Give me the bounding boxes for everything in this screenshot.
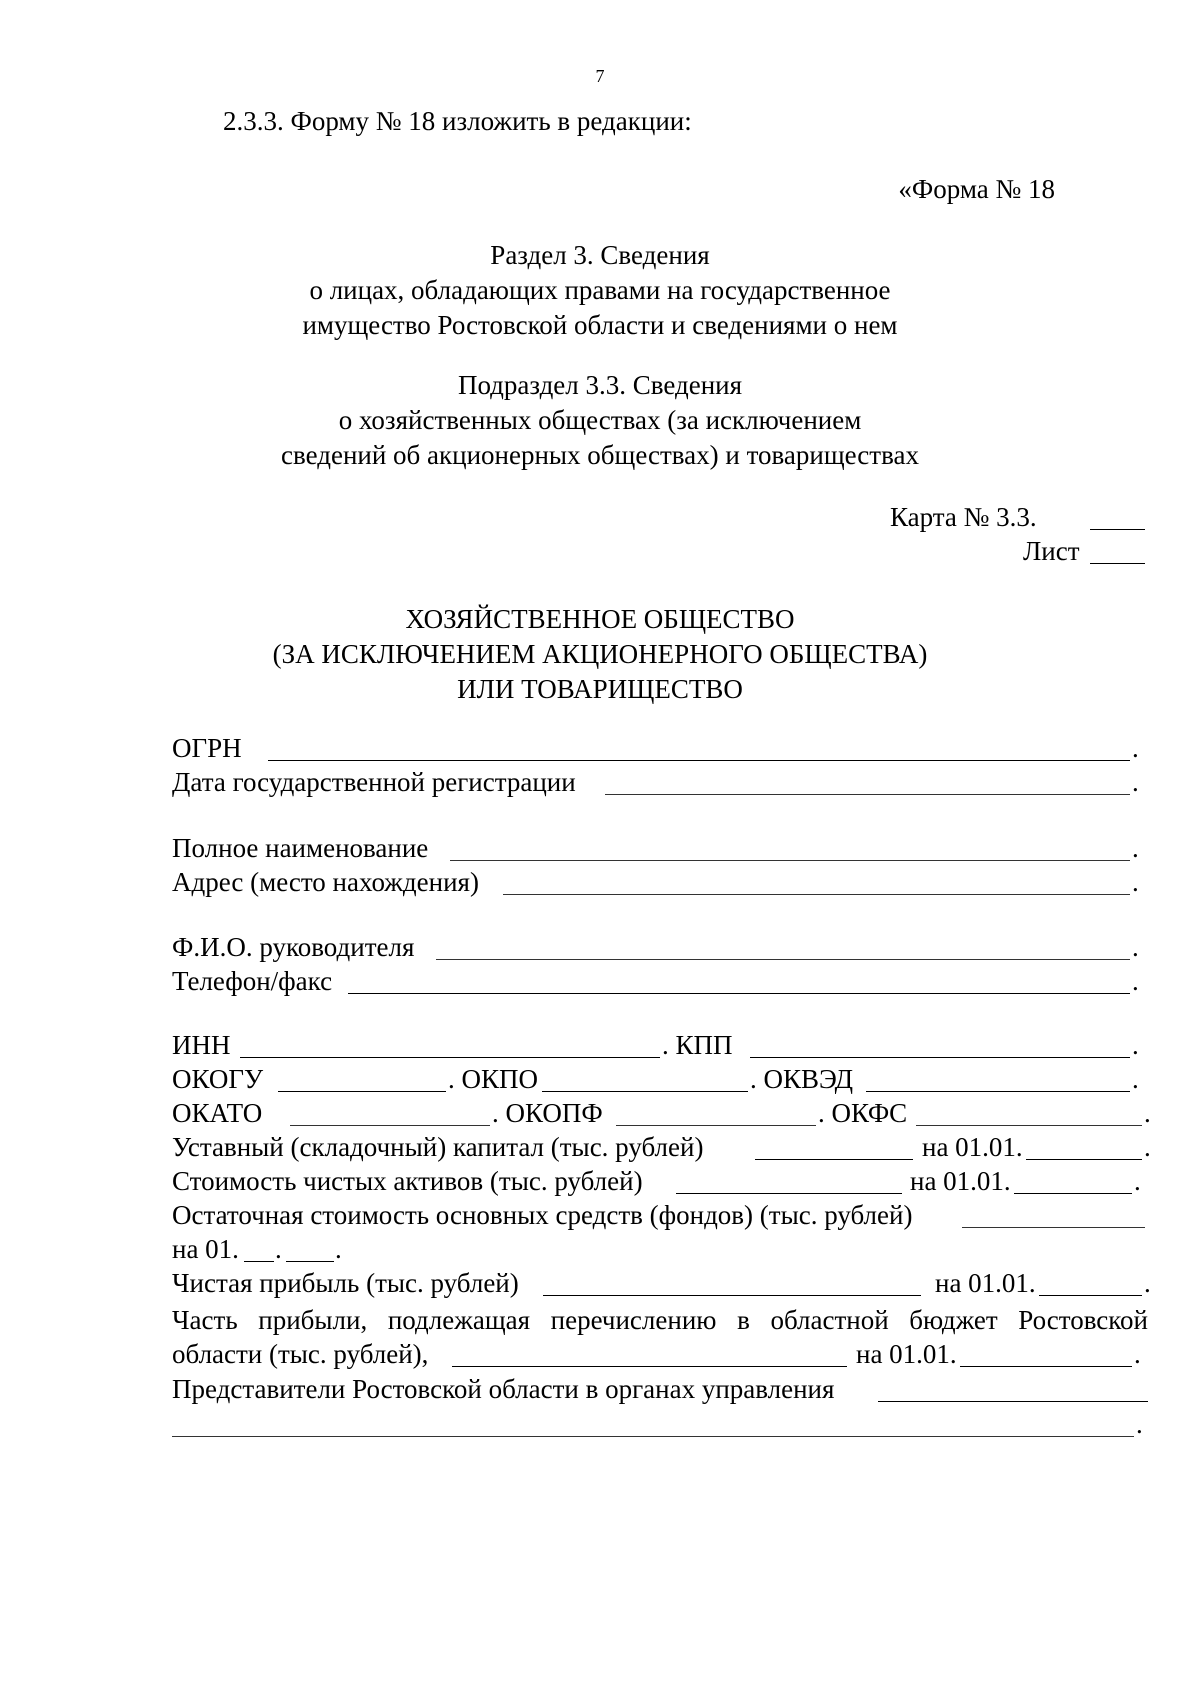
representatives-field-line2[interactable]	[172, 1436, 1134, 1437]
okopf-label: . ОКОПФ	[492, 1098, 603, 1128]
residual-date-year-field[interactable]	[286, 1261, 334, 1262]
capital-label: Уставный (складочный) капитал (тыс. рублей)	[172, 1132, 704, 1162]
full-name-label: Полное наименование	[172, 833, 429, 863]
capital-date-label: на 01.01.	[922, 1132, 1023, 1162]
subsection-heading-line: Подраздел 3.3. Сведения	[457, 370, 743, 400]
net-assets-label: Стоимость чистых активов (тыс. рублей)	[172, 1166, 643, 1196]
okopf-field[interactable]	[616, 1125, 816, 1126]
document-title	[0, 602, 1200, 707]
card-number-field[interactable]	[1090, 529, 1145, 530]
ogrn-field[interactable]	[268, 760, 1130, 761]
representatives-label: Представители Ростовской области в органах управления	[172, 1374, 835, 1404]
subsection-heading-line: о хозяйственных обществах (за исключением	[338, 405, 862, 435]
net-assets-field[interactable]	[676, 1193, 902, 1194]
okato-field[interactable]	[290, 1125, 490, 1126]
profit-share-date-label: на 01.01.	[856, 1339, 957, 1369]
end-dot: .	[1134, 1339, 1141, 1369]
residual-date-month-field[interactable]	[244, 1261, 274, 1262]
capital-date-field[interactable]	[1026, 1159, 1142, 1160]
subsection-heading	[0, 368, 1200, 473]
phone-label: Телефон/факс	[172, 966, 333, 996]
okfs-field[interactable]	[916, 1125, 1142, 1126]
profit-share-label-line2: области (тыс. рублей),	[172, 1339, 429, 1369]
phone-field[interactable]	[348, 993, 1130, 994]
card-label: Карта № 3.3.	[890, 502, 1037, 532]
intro-text: 2.3.3. Форму № 18 изложить в редакции:	[223, 106, 692, 136]
okved-label: . ОКВЭД	[750, 1064, 853, 1094]
net-profit-label: Чистая прибыль (тыс. рублей)	[172, 1268, 519, 1298]
profit-share-field[interactable]	[452, 1366, 847, 1367]
section-heading-line: имущество Ростовской области и сведениями о нем	[302, 310, 898, 340]
sheet-label: Лист	[1023, 536, 1080, 566]
inn-field[interactable]	[240, 1057, 660, 1058]
profit-share-label-line1: Часть прибыли, подлежащая перечислению в областной бюджет Ростовской	[172, 1305, 1148, 1335]
kpp-field[interactable]	[750, 1057, 1130, 1058]
okato-label: ОКАТО	[172, 1098, 263, 1128]
end-dot: .	[1132, 833, 1139, 863]
section-heading-line: Раздел 3. Сведения	[490, 240, 710, 270]
address-label: Адрес (место нахождения)	[172, 867, 479, 897]
end-dot: .	[1144, 1098, 1151, 1128]
representatives-field[interactable]	[878, 1401, 1148, 1402]
end-dot: .	[1132, 867, 1139, 897]
end-dot: .	[1132, 932, 1139, 962]
page-number: 7	[595, 66, 605, 86]
okogu-field[interactable]	[278, 1091, 446, 1092]
inn-label: ИНН	[172, 1030, 231, 1060]
kpp-label: . КПП	[662, 1030, 733, 1060]
reg-date-field[interactable]	[605, 794, 1130, 795]
end-dot: .	[1132, 767, 1139, 797]
net-profit-field[interactable]	[543, 1295, 921, 1296]
title-line: (ЗА ИСКЛЮЧЕНИЕМ АКЦИОНЕРНОГО ОБЩЕСТВА)	[272, 639, 928, 669]
okogu-label: ОКОГУ	[172, 1064, 264, 1094]
subsection-heading-line: сведений об акционерных обществах) и товариществах	[281, 440, 919, 470]
end-dot: .	[1136, 1409, 1143, 1439]
net-assets-date-field[interactable]	[1014, 1193, 1132, 1194]
sheet-number-field[interactable]	[1090, 563, 1145, 564]
residual-value-label: Остаточная стоимость основных средств (фондов) (тыс. рублей)	[172, 1200, 913, 1230]
address-field[interactable]	[503, 894, 1130, 895]
end-dot: .	[1144, 1268, 1151, 1298]
ogrn-label: ОГРН	[172, 733, 242, 763]
head-name-field[interactable]	[436, 959, 1130, 960]
full-name-field[interactable]	[450, 860, 1130, 861]
profit-share-date-field[interactable]	[960, 1366, 1132, 1367]
title-line: ХОЗЯЙСТВЕННОЕ ОБЩЕСТВО	[405, 604, 795, 634]
end-dot: .	[1132, 1030, 1139, 1060]
title-line: ИЛИ ТОВАРИЩЕСТВО	[457, 674, 743, 704]
okpo-field[interactable]	[542, 1091, 748, 1092]
net-profit-date-label: на 01.01.	[935, 1268, 1036, 1298]
section-heading	[0, 238, 1200, 343]
section-heading-line: о лицах, обладающих правами на государственное	[309, 275, 891, 305]
end-dot: .	[335, 1234, 342, 1264]
head-name-label: Ф.И.О. руководителя	[172, 932, 415, 962]
capital-field[interactable]	[755, 1159, 913, 1160]
end-dot: .	[1132, 1064, 1139, 1094]
end-dot: .	[1144, 1132, 1151, 1162]
residual-date-label: на 01.	[172, 1234, 239, 1264]
net-assets-date-label: на 01.01.	[910, 1166, 1011, 1196]
okfs-label: . ОКФС	[818, 1098, 908, 1128]
end-dot: .	[1132, 966, 1139, 996]
residual-value-field[interactable]	[962, 1227, 1145, 1228]
end-dot: .	[1134, 1166, 1141, 1196]
okpo-label: . ОКПО	[448, 1064, 539, 1094]
reg-date-label: Дата государственной регистрации	[172, 767, 576, 797]
end-dot: .	[1132, 733, 1139, 763]
net-profit-date-field[interactable]	[1039, 1295, 1142, 1296]
dot: .	[275, 1234, 282, 1264]
okved-field[interactable]	[866, 1091, 1130, 1092]
form-label: «Форма № 18	[898, 174, 1055, 204]
